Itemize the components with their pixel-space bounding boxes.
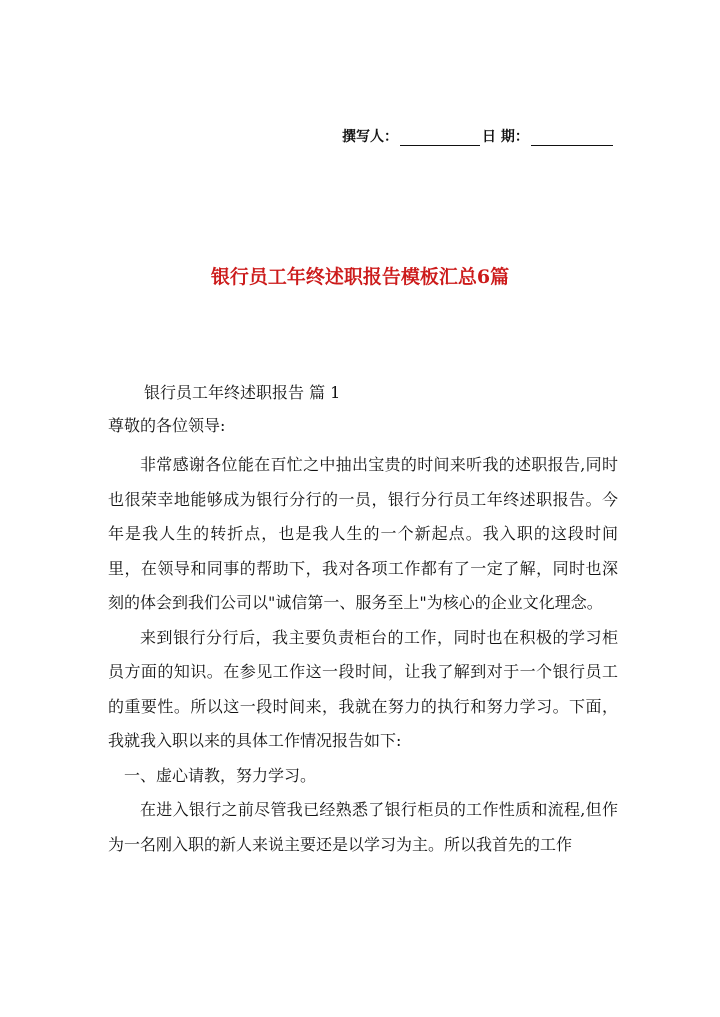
date-blank-field: [531, 131, 613, 146]
section-title: 银行员工年终述职报告 篇 1: [144, 383, 341, 402]
date-label: 日 期：: [482, 129, 529, 145]
author-blank-field: [400, 131, 480, 146]
header-fields: [342, 126, 615, 146]
paragraph: 在进入银行之前尽管我已经熟悉了银行柜员的工作性质和流程,但作为一名刚入职的新人来说主要还是以学习为主。所以我首先的工作: [108, 800, 618, 854]
document-title: 银行员工年终述职报告模板汇总6篇: [210, 266, 510, 288]
section-heading-item: 一、虚心请教，努力学习。: [124, 765, 317, 785]
body-text: [108, 448, 618, 862]
author-label: 撰写人：: [342, 129, 398, 145]
salutation: 尊敬的各位领导:: [108, 416, 226, 435]
paragraph: 来到银行分行后，我主要负责柜台的工作，同时也在积极的学习柜员方面的知识。在参见工作这一段时间，让我了解到对于一个银行员工的重要性。所以这一段时间来，我就在努力的执行和努力学习。下面，我就我入职以来的具体工作情况报告如下:: [108, 627, 618, 750]
paragraph: 非常感谢各位能在百忙之中抽出宝贵的时间来听我的述职报告,同时也很荣幸地能够成为银行分行的一员，银行分行员工年终述职报告。今年是我人生的转折点，也是我人生的一个新起点。我入职的这段时间里，在领导和同事的帮助下，我对各项工作都有了一定了解，同时也深刻的体会到我们公司以"诚信第一、服务至上"为核心的企业文化理念。: [108, 455, 618, 612]
